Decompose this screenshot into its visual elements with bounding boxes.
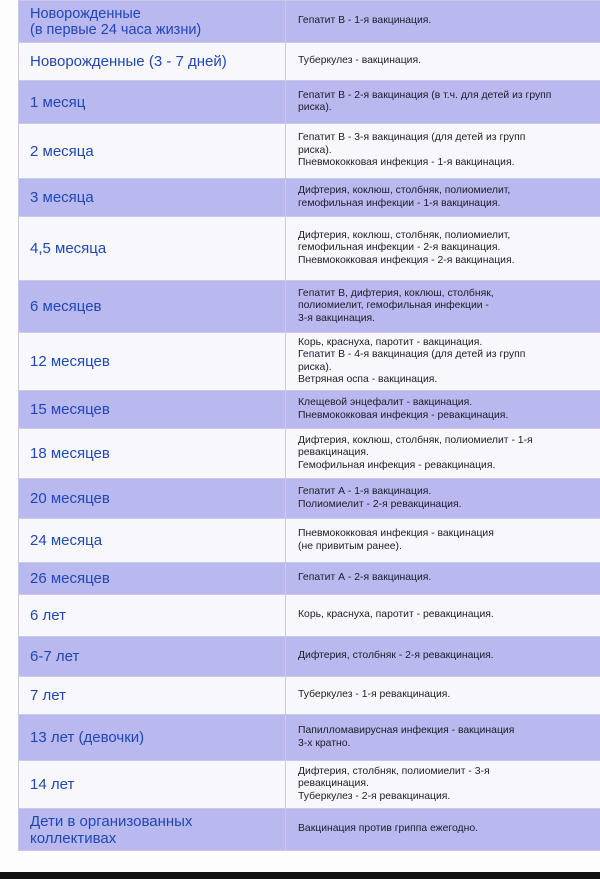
vaccine-line: Гепатит В - 3-я вакцинация (для детей из групп: [298, 132, 526, 144]
vaccine-cell: [286, 595, 600, 637]
age-label: 6-7 лет: [30, 648, 80, 665]
vaccine-cell: [286, 479, 600, 519]
table-row: [19, 281, 600, 333]
table-row: [19, 1, 600, 43]
vaccine-line: Туберкулез - 1-я ревакцинация.: [298, 689, 451, 701]
vaccine-cell: [286, 715, 600, 761]
vaccine-line: Пневмококковая инфекция - ревакцинация.: [298, 409, 509, 421]
vaccine-line: Гепатит В - 2-я вакцинация (в т.ч. для детей из групп: [298, 89, 552, 101]
age-cell: [19, 281, 286, 333]
age-label: 20 месяцев: [30, 490, 110, 507]
age-cell: [19, 429, 286, 479]
vaccine-cell: [286, 281, 600, 333]
age-label: 6 лет: [30, 607, 66, 624]
bottom-edge: [0, 872, 600, 879]
age-label: 4,5 месяца: [30, 240, 107, 257]
vaccine-line: Пневмококковая инфекция - 2-я вакцинация.: [298, 254, 515, 266]
vaccine-line: (не привитым ранее).: [298, 540, 402, 552]
vaccine-line: Клещевой энцефалит - вакцинация.: [298, 397, 473, 409]
vaccine-line: Гемофильная инфекция - ревакцинация.: [298, 459, 496, 471]
vaccine-cell: [286, 563, 600, 595]
vaccine-cell: [286, 391, 600, 429]
vaccine-line: 3-я вакцинация.: [298, 312, 376, 324]
table-row: [19, 519, 600, 563]
vaccine-line: Корь, краснуха, паротит - ревакцинация.: [298, 609, 494, 621]
age-cell: [19, 637, 286, 677]
vaccine-line: Туберкулез - вакцинация.: [298, 55, 421, 67]
vaccine-line: Туберкулез - 2-я ревакцинация.: [298, 790, 451, 802]
age-cell: [19, 677, 286, 715]
vaccine-cell: [286, 677, 600, 715]
table-row: [19, 563, 600, 595]
vaccine-line: Гепатит В - 1-я вакцинация.: [298, 15, 432, 27]
vaccine-line: Дифтерия, столбняк, полиомиелит - 3-я: [298, 765, 490, 777]
vaccine-cell: [286, 217, 600, 281]
age-cell: [19, 1, 286, 43]
vaccine-line: полиомиелит, гемофильная инфекции -: [298, 300, 489, 312]
vaccination-schedule-table: [18, 0, 600, 851]
vaccine-cell: [286, 333, 600, 391]
table-row: [19, 761, 600, 809]
age-label: 3 месяца: [30, 189, 94, 206]
vaccine-line: 3-х кратно.: [298, 737, 351, 749]
age-label: 12 месяцев: [30, 353, 110, 370]
age-label: 6 месяцев: [30, 298, 102, 315]
vaccine-cell: [286, 81, 600, 124]
table-row: [19, 217, 600, 281]
age-label: Новорожденные (3 - 7 дней): [30, 53, 227, 70]
vaccine-cell: [286, 179, 600, 217]
vaccine-line: ревакцинация.: [298, 447, 369, 459]
vaccine-cell: [286, 761, 600, 809]
table-row: [19, 124, 600, 179]
table-row: [19, 809, 600, 851]
vaccine-line: Полиомиелит - 2-я ревакцинация.: [298, 498, 462, 510]
vaccine-line: Дифтерия, коклюш, столбняк, полиомиелит - 1-я: [298, 434, 533, 446]
age-cell: [19, 563, 286, 595]
vaccine-line: Корь, краснуха, паротит - вакцинация.: [298, 336, 483, 348]
vaccine-line: Дифтерия, коклюш, столбняк, полиомиелит,: [298, 185, 511, 197]
age-cell: [19, 519, 286, 563]
table-row: [19, 43, 600, 81]
vaccine-line: риска).: [298, 102, 332, 113]
vaccine-line: гемофильная инфекции - 1-я вакцинация.: [298, 197, 501, 209]
age-cell: [19, 595, 286, 637]
vaccine-cell: [286, 43, 600, 81]
table-row: [19, 677, 600, 715]
vaccine-line: Гепатит А - 2-я вакцинация.: [298, 572, 432, 584]
vaccine-line: Папилломавирусная инфекция - вакцинация: [298, 725, 515, 737]
table-row: [19, 715, 600, 761]
table-row: [19, 429, 600, 479]
vaccine-cell: [286, 429, 600, 479]
table-row: [19, 333, 600, 391]
vaccine-line: Дифтерия, столбняк - 2-я ревакцинация.: [298, 650, 494, 662]
age-label: 15 месяцев: [30, 401, 110, 418]
age-cell: [19, 81, 286, 124]
table-row: [19, 391, 600, 429]
vaccine-line: гемофильная инфекции - 2-я вакцинация.: [298, 242, 501, 254]
age-label: 26 месяцев: [30, 570, 110, 587]
vaccine-line: Гепатит В, дифтерия, коклюш, столбняк,: [298, 287, 494, 299]
age-label: 7 лет: [30, 687, 66, 704]
age-label: (в первые 24 часа жизни): [30, 21, 202, 38]
age-label: 2 месяца: [30, 142, 94, 160]
table-row: [19, 595, 600, 637]
age-cell: [19, 217, 286, 281]
vaccine-line: Пневмококковая инфекция - вакцинация: [298, 528, 494, 540]
vaccine-line: риска).: [298, 144, 332, 156]
vaccine-line: риска).: [298, 361, 332, 373]
table-row: [19, 81, 600, 124]
vaccine-line: Пневмококковая инфекция - 1-я вакцинация.: [298, 157, 515, 169]
schedule-body: [19, 1, 600, 851]
age-label: 13 лет (девочки): [30, 729, 145, 746]
age-cell: [19, 479, 286, 519]
vaccine-cell: [286, 124, 600, 179]
table-row: [19, 637, 600, 677]
age-cell: [19, 809, 286, 851]
table-row: [19, 479, 600, 519]
vaccine-line: Ветряная оспа - вакцинация.: [298, 373, 438, 385]
age-cell: [19, 761, 286, 809]
vaccine-cell: [286, 519, 600, 563]
age-cell: [19, 43, 286, 81]
age-label: 14 лет: [30, 776, 75, 793]
age-label: коллективах: [30, 829, 117, 847]
vaccine-cell: [286, 1, 600, 43]
age-cell: [19, 179, 286, 217]
age-label: Новорожденные: [30, 5, 141, 22]
vaccine-line: Гепатит А - 1-я вакцинация.: [298, 486, 432, 498]
age-label: 1 месяц: [30, 93, 86, 111]
age-cell: [19, 391, 286, 429]
age-label: Дети в организованных: [30, 812, 193, 830]
vaccine-line: Гепатит В - 4-я вакцинация (для детей из групп: [298, 349, 526, 361]
table-row: [19, 179, 600, 217]
vaccine-line: ревакцинация.: [298, 778, 369, 790]
vaccine-line: Вакцинация против гриппа ежегодно.: [298, 823, 478, 835]
age-cell: [19, 715, 286, 761]
age-label: 24 месяца: [30, 532, 103, 549]
age-cell: [19, 333, 286, 391]
vaccine-cell: [286, 809, 600, 851]
vaccine-line: Дифтерия, коклюш, столбняк, полиомиелит,: [298, 229, 511, 241]
age-label: 18 месяцев: [30, 445, 110, 462]
vaccine-cell: [286, 637, 600, 677]
age-cell: [19, 124, 286, 179]
